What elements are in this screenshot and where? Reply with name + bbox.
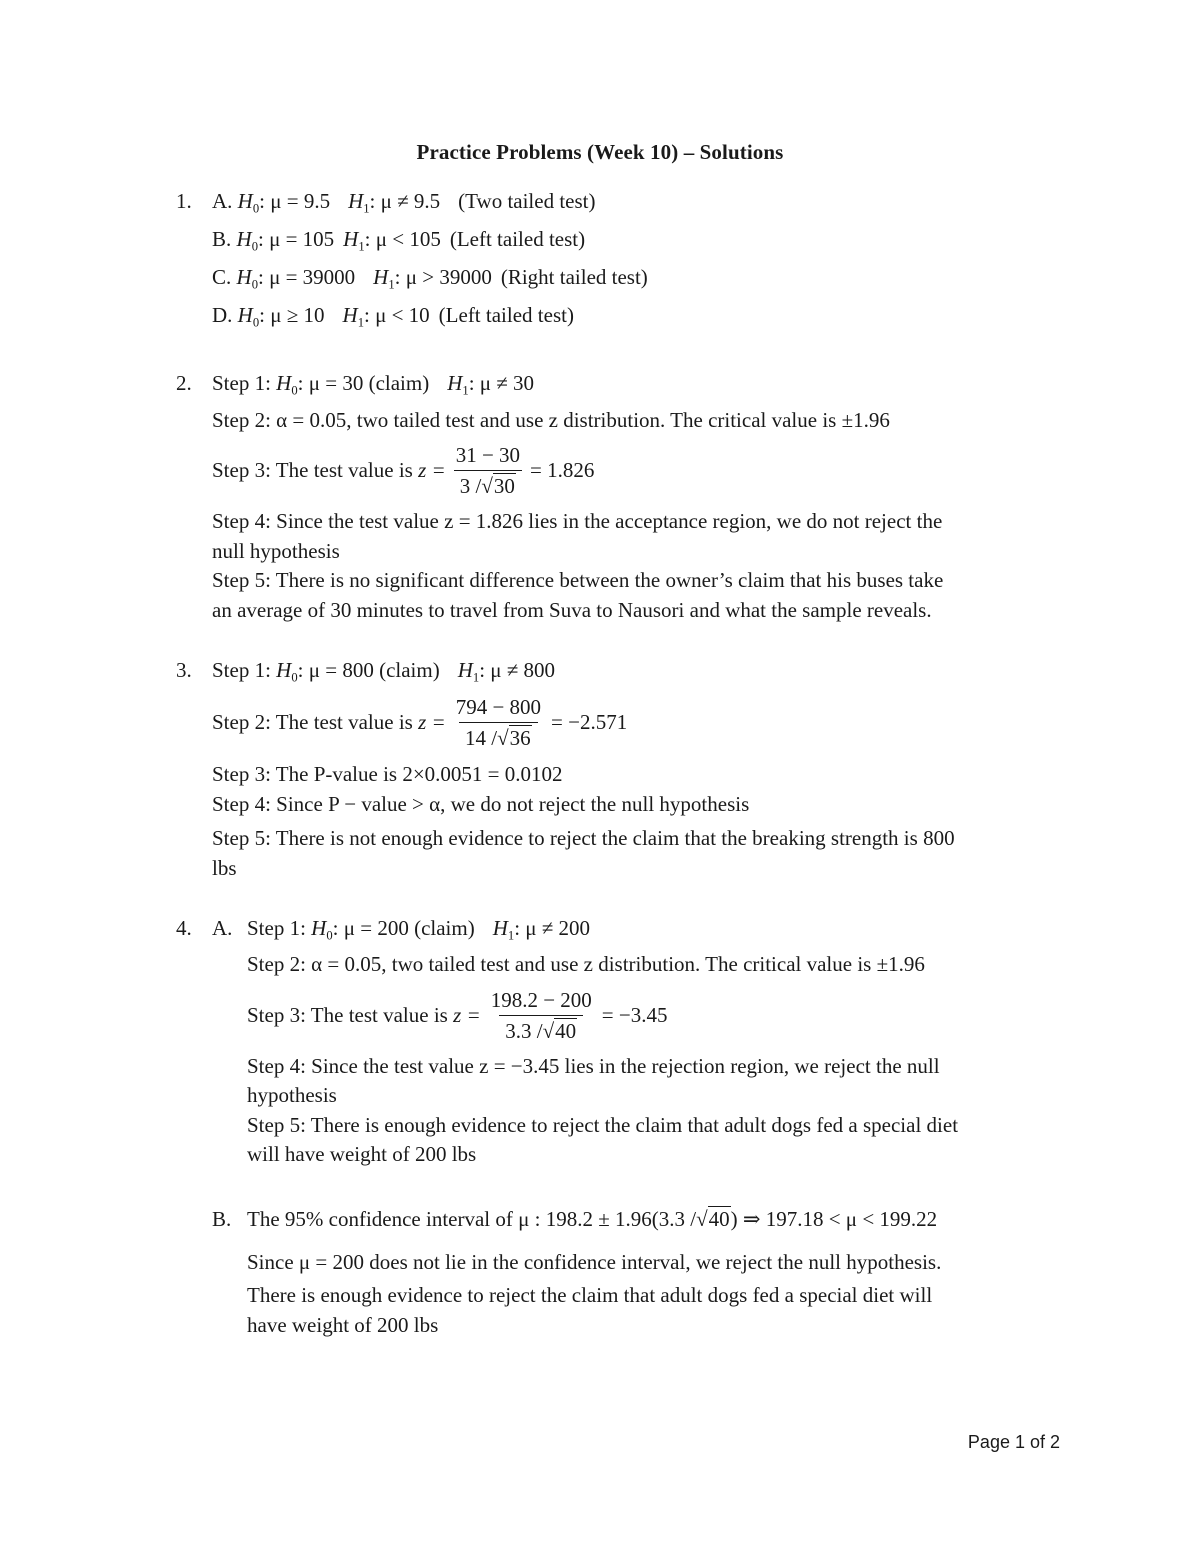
test-type: (Two tailed test) <box>458 189 596 213</box>
problem-3-step2 <box>212 692 627 752</box>
problem-3-step5a: Step 5: There is not enough evidence to reject the claim that the breaking strength is 800 <box>212 826 955 850</box>
problem-1c: C. $H_0$: μ = 39000 $H_1$: μ > 39000 (Right tailed test) <box>212 265 648 292</box>
ci-prefix: The 95% confidence interval of μ : 198.2 ± 1.96(3.3 / <box>247 1207 697 1231</box>
denominator: 14 /√36 <box>459 722 538 750</box>
step-text: Step 3: The test value is <box>247 1003 448 1027</box>
problem-3-step3: Step 3: The P-value is 2×0.0051 = 0.0102 <box>212 762 563 786</box>
h0: : μ = 800 (claim) <box>297 658 440 682</box>
problem-1-number: 1. <box>176 189 192 213</box>
fraction <box>485 988 598 1043</box>
z-symbol: z = <box>418 458 446 482</box>
problem-4b-label: B. <box>212 1207 232 1231</box>
h0: : μ = 200 (claim) <box>332 916 475 940</box>
problem-3-step4: Step 4: Since P − value > α, we do not reject the null hypothesis <box>212 792 750 816</box>
problem-1a: A. $H_0$: μ = 9.5 $H_1$: μ ≠ 9.5 (Two tailed test) <box>212 189 596 216</box>
result: = 1.826 <box>530 458 595 482</box>
problem-4-number: 4. <box>176 916 192 940</box>
numerator: 31 − 30 <box>455 442 521 467</box>
problem-2-number: 2. <box>176 371 192 395</box>
result: = −2.571 <box>551 710 628 734</box>
label: A. <box>212 189 233 213</box>
radicand: 36 <box>509 725 531 750</box>
h0: : μ = 9.5 <box>259 189 331 213</box>
z-symbol: z = <box>418 710 446 734</box>
h1: : μ > 39000 <box>394 265 492 289</box>
problem-4a-step5a: Step 5: There is enough evidence to reject the claim that adult dogs fed a special diet <box>247 1113 959 1137</box>
numerator: 198.2 − 200 <box>490 987 592 1012</box>
problem-2-step1: Step 1: $H_0$: μ = 30 (claim) $H_1$: μ ≠ 30 <box>212 371 535 398</box>
z-symbol: z = <box>453 1003 481 1027</box>
result: = −3.45 <box>601 1003 668 1027</box>
problem-2-step4b: null hypothesis <box>212 539 340 563</box>
step-label: Step 1: <box>212 371 271 395</box>
page-number: Page 1 of 2 <box>967 1432 1060 1452</box>
problem-4b-line3: There is enough evidence to reject the claim that adult dogs fed a special diet will <box>247 1283 933 1307</box>
den-left: 3 / <box>459 473 482 498</box>
step-label: Step 1: <box>247 916 306 940</box>
problem-4b-line2: Since μ = 200 does not lie in the confidence interval, we reject the null hypothesis. <box>247 1250 942 1274</box>
problem-4a-step5b: will have weight of 200 lbs <box>247 1142 477 1166</box>
problem-3-step5b: lbs <box>212 856 237 880</box>
step-text: Step 3: The test value is <box>212 458 413 482</box>
problem-1b: B. $H_0$: μ = 105 $H_1$: μ < 105 (Left tailed test) <box>212 227 586 254</box>
radicand: 30 <box>493 473 515 498</box>
label: C. <box>212 265 232 289</box>
numerator: 794 − 800 <box>455 694 542 719</box>
h1: : μ ≠ 30 <box>468 371 535 395</box>
radicand: 40 <box>708 1207 730 1231</box>
den-left: 3.3 / <box>505 1018 543 1043</box>
den-left: 14 / <box>465 725 498 750</box>
radicand: 40 <box>555 1018 577 1043</box>
problem-4a-step4a: Step 4: Since the test value z = −3.45 lies in the rejection region, we reject the null <box>247 1054 940 1078</box>
problem-2-step5a: Step 5: There is no significant difference between the owner’s claim that his buses take <box>212 568 944 592</box>
problem-4b-line4: have weight of 200 lbs <box>247 1313 439 1337</box>
test-type: (Right tailed test) <box>500 265 648 289</box>
denominator: 3.3 /√40 <box>499 1015 583 1043</box>
step-text: Step 2: The test value is <box>212 710 413 734</box>
problem-4a-step1: Step 1: $H_0$: μ = 200 (claim) $H_1$: μ ≠ 200 <box>247 916 591 943</box>
h0: : μ = 30 (claim) <box>297 371 430 395</box>
h0: : μ = 105 <box>257 227 335 251</box>
h1: : μ < 105 <box>364 227 441 251</box>
label: B. <box>212 227 232 251</box>
label: D. <box>212 303 233 327</box>
problem-4a-step4b: hypothesis <box>247 1083 337 1107</box>
denominator: 3 /√30 <box>454 470 522 498</box>
h1: : μ < 10 <box>363 303 430 327</box>
step-label: Step 1: <box>212 658 271 682</box>
fraction <box>450 695 547 750</box>
problem-2-step5b: an average of 30 minutes to travel from Suva to Nausori and what the sample reveals. <box>212 598 932 622</box>
problem-2-step2: Step 2: α = 0.05, two tailed test and use z distribution. The critical value is ±1.96 <box>212 408 890 432</box>
page-title: Practice Problems (Week 10) – Solutions <box>416 140 784 164</box>
problem-1d: D. $H_0$: μ ≥ 10 $H_1$: μ < 10 (Left tailed test) <box>212 303 574 330</box>
h1: : μ ≠ 800 <box>479 658 556 682</box>
ci-suffix: ) ⇒ 197.18 < μ < 199.22 <box>730 1207 938 1231</box>
h1: : μ ≠ 9.5 <box>369 189 441 213</box>
h0: : μ = 39000 <box>257 265 356 289</box>
problem-3-step1: Step 1: $H_0$: μ = 800 (claim) $H_1$: μ ≠ 800 <box>212 658 556 685</box>
problem-4a-step3 <box>247 985 667 1045</box>
h1: : μ ≠ 200 <box>514 916 591 940</box>
problem-2-step4a: Step 4: Since the test value z = 1.826 lies in the acceptance region, we do not reject the <box>212 509 943 533</box>
test-type: (Left tailed test) <box>438 303 574 327</box>
problem-4a-label: A. <box>212 916 233 940</box>
problem-2-step3 <box>212 440 594 500</box>
problem-4a-step2: Step 2: α = 0.05, two tailed test and use z distribution. The critical value is ±1.96 <box>247 952 925 976</box>
problem-3-number: 3. <box>176 658 192 682</box>
problem-4b-ci: The 95% confidence interval of μ : 198.2 ± 1.96(3.3 /√40) ⇒ 197.18 < μ < 199.22 <box>247 1207 938 1231</box>
fraction <box>450 443 526 498</box>
test-type: (Left tailed test) <box>449 227 586 251</box>
h0: : μ ≥ 10 <box>259 303 325 327</box>
